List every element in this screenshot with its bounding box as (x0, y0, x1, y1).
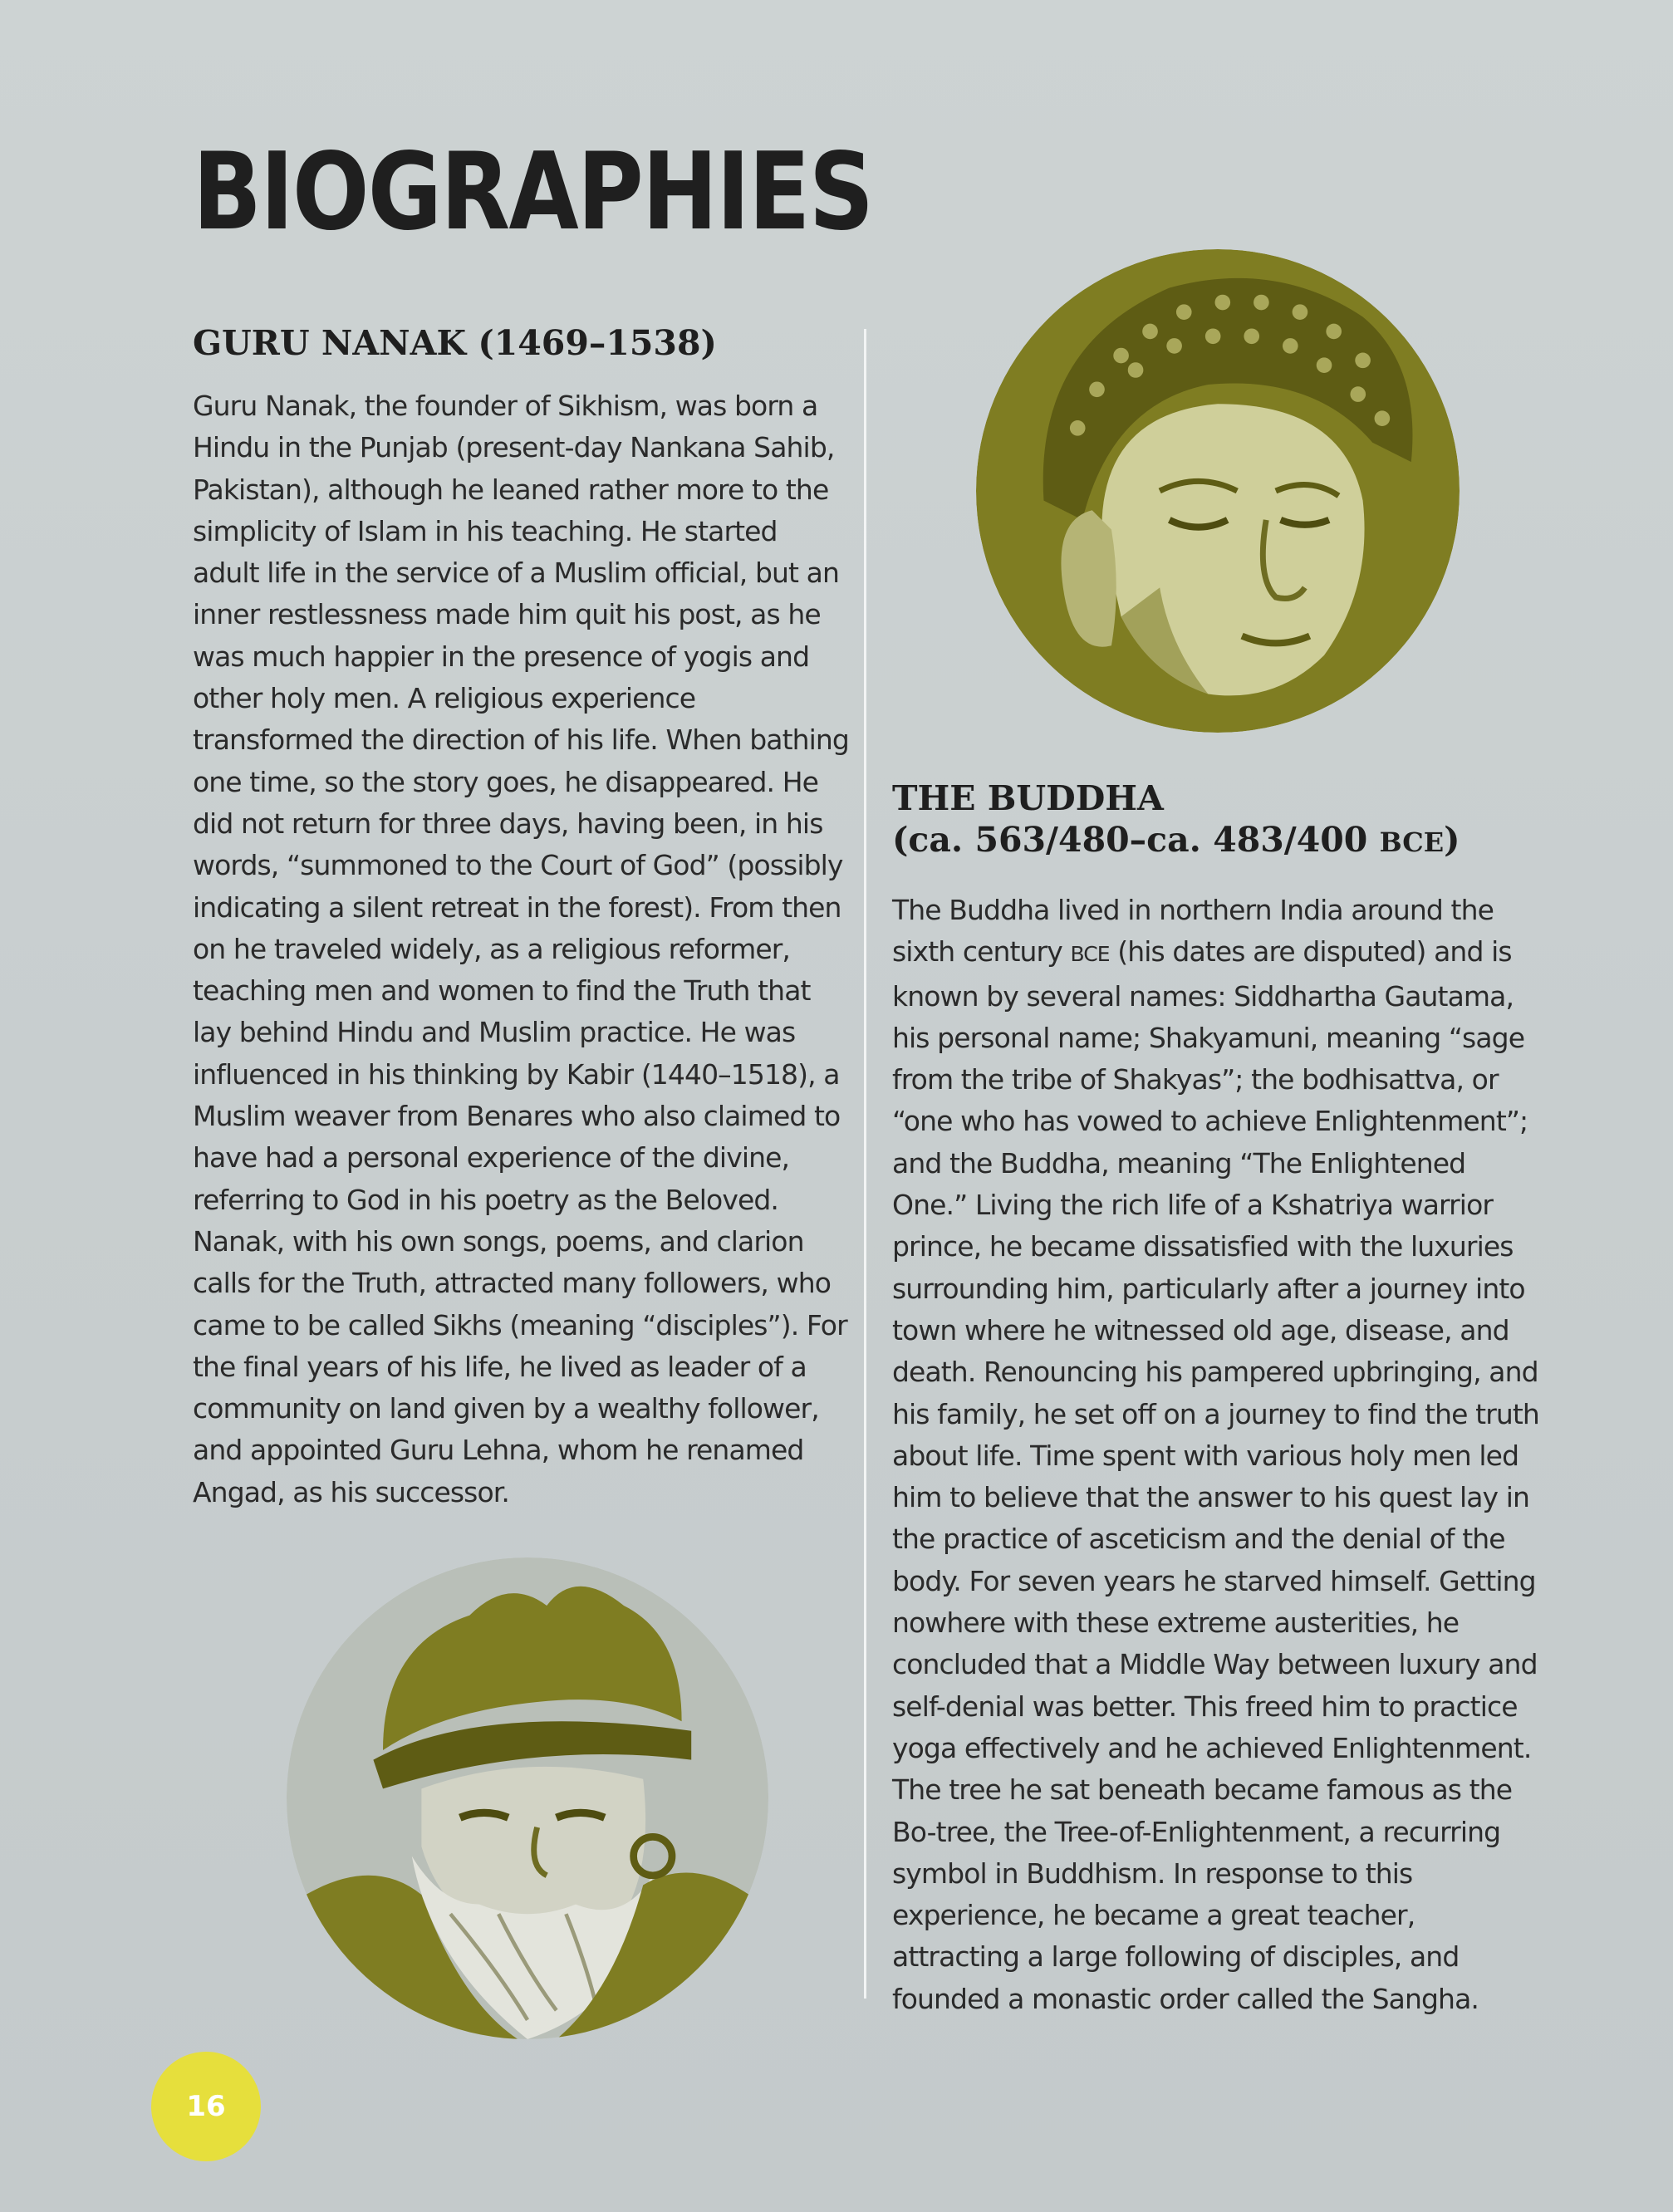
buddha-heading (892, 777, 1548, 863)
buddha-portrait-image (976, 249, 1460, 733)
page-number-badge: 16 (151, 2052, 261, 2161)
guru-nanak-portrait (287, 1557, 768, 2039)
buddha-heading-era: BCE (1379, 826, 1445, 858)
guru-nanak-section (193, 322, 849, 1513)
guru-nanak-heading: GURU NANAK (1469–1538) (193, 323, 717, 363)
buddha-portrait (976, 249, 1460, 733)
guru-nanak-portrait-image (287, 1557, 768, 2039)
buddha-heading-name: THE BUDDHA (892, 778, 1164, 818)
guru-nanak-body: Guru Nanak, the founder of Sikhism, was born a Hindu in the Punjab (present-day Nankana Sahib, Pakistan), although he leaned rather more to the simplicity of Islam in his teaching. He started adult life in the service of a Muslim official, but an inner restlessness made him quit his post, as he was much happier in the presence of yogis and other holy men. A religious experience transformed the direction of his life. When bathing one time, so the story goes, he disappeared. He did not return for three days, having been, in his words, “summoned to the Court of God” (possibly indicating a silent retreat in the forest). From then on he traveled widely, as a religious reformer, teaching men and women to find the Truth that lay behind Hindu and Muslim practice. He was influenced in his thinking by Kabir (1440–1518), a Muslim weaver from Benares who also claimed to have had a personal experience of the divine, referring to God in his poetry as the Beloved. Nanak, with his own songs, poems, and clarion calls for the Truth, attracted many followers, who came to be called Sikhs (meaning “disciples”). For the final years of his life, he lived as leader of a community on land given by a wealthy follower, and appointed Guru Lehna, whom he renamed Angad, as his successor. (193, 390, 849, 1508)
page-title: BIOGRAPHIES (193, 130, 873, 254)
buddha-body-part2: (his dates are disputed) and is known by several names: Siddhartha Gautama, his personal name; Shakyamuni, meaning “sage from the tribe of Shakyas”; the bodhisattva, or “one who has vowed to achieve Enlightenment”; and the Buddha, meaning “The Enlightened One.” Living the rich life of a Kshatriya warrior prince, he became dissatisfied with the luxuries surrounding him, particularly after a journey into town where he witnessed old age, disease, and death. Renouncing his pampered upbringing, and his family, he set off on a journey to find the truth about life. Time spent with various holy men led him to believe that the answer to his quest lay in the practice of asceticism and the denial of the body. For seven years he starved himself. Getting nowhere with these extreme austerities, he concluded that a Middle Way between luxury and self-denial was better. This freed him to practice yoga effectively and he achieved Enlightenment. The tree he sat beneath became famous as the Bo-tree, the Tree-of-Enlightenment, a recurring symbol in Buddhism. In response to this experience, he became a great teacher, attracting a large following of disciples, and founded a monastic order called the Sangha. (892, 935, 1539, 2015)
buddha-section (892, 777, 1548, 2020)
buddha-body (892, 890, 1548, 2020)
buddha-heading-dates: (ca. 563/480–ca. 483/400 (892, 820, 1380, 860)
column-divider (864, 329, 866, 1999)
buddha-body-era: BCE (1070, 942, 1110, 967)
buddha-body-part1: The Buddha lived in northern India around the sixth century (892, 894, 1494, 969)
buddha-heading-close: ) (1444, 820, 1460, 860)
